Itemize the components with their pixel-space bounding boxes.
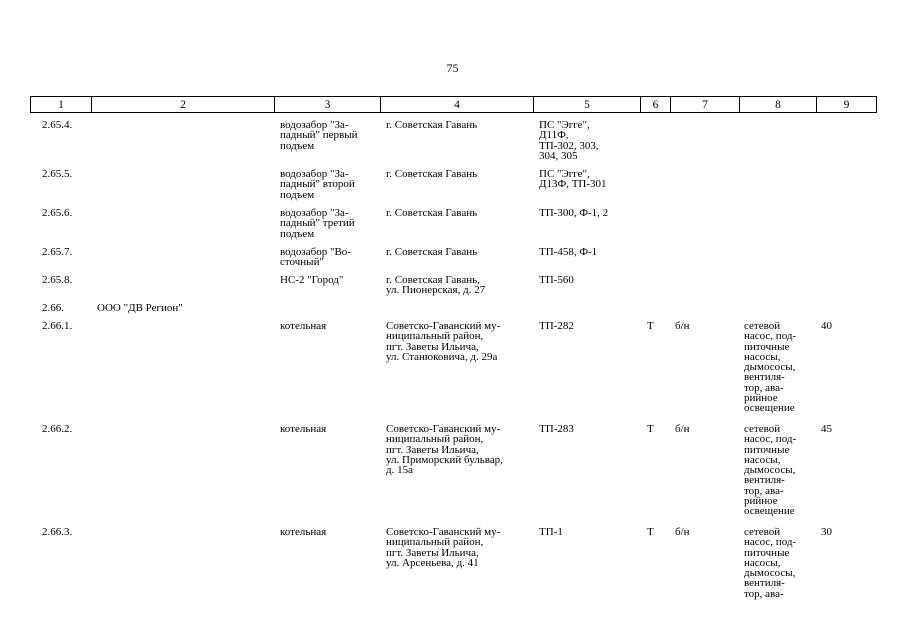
row-number: 2.65.6. xyxy=(42,207,73,219)
substation: ТП-300, Ф-1, 2 xyxy=(539,207,609,219)
substation: ТП-1 xyxy=(539,526,563,538)
equipment: сетевой насос, под- питочные насосы, дымососы, вентиля- тор, ава- рийное освещение xyxy=(744,320,797,415)
row-number: 2.66.2. xyxy=(42,423,73,435)
organization: ООО "ДВ Регион" xyxy=(97,302,183,314)
object-name: НС-2 "Город" xyxy=(280,274,344,286)
header-col-2: 2 xyxy=(92,97,275,113)
object-name: котельная xyxy=(280,423,327,435)
address: г. Советская Гавань xyxy=(386,207,478,219)
address: г. Советская Гавань xyxy=(386,119,478,131)
address: г. Советская Гавань xyxy=(386,168,478,180)
power-value: 30 xyxy=(821,526,832,538)
row-number: 2.65.5. xyxy=(42,168,73,180)
column-number-header xyxy=(30,96,877,113)
header-col-1: 1 xyxy=(31,97,92,113)
equipment: сетевой насос, под- питочные насосы, дымососы, вентиля- тор, ава- xyxy=(744,526,797,600)
feeder: б/н xyxy=(675,423,690,435)
feeder: б/н xyxy=(675,320,690,332)
address: Советско-Гаванский му- ниципальный район, пгт. Заветы Ильича, ул. Станюковича, д. 29а xyxy=(386,320,501,363)
address: Советско-Гаванский му- ниципальный район, пгт. Заветы Ильича, ул. Приморский бульвар, д. 15а xyxy=(386,423,503,477)
category: Т xyxy=(647,423,654,435)
row-number: 2.66. xyxy=(42,302,64,314)
power-value: 45 xyxy=(821,423,832,435)
header-col-7: 7 xyxy=(671,97,740,113)
object-name: водозабор "За- падный" третий подъем xyxy=(280,207,355,240)
object-name: водозабор "Во- сточный" xyxy=(280,246,351,269)
substation: ПС "Эгге", Д11Ф, ТП-302, 303, 304, 305 xyxy=(539,119,599,162)
substation: ТП-458, Ф-1 xyxy=(539,246,598,258)
header-col-4: 4 xyxy=(381,97,534,113)
object-name: водозабор "За- падный" второй подъем xyxy=(280,168,355,201)
header-col-6: 6 xyxy=(641,97,671,113)
equipment: сетевой насос, под- питочные насосы, дымососы, вентиля- тор, ава- рийное освещение xyxy=(744,423,797,518)
object-name: котельная xyxy=(280,526,327,538)
feeder: б/н xyxy=(675,526,690,538)
address: Советско-Гаванский му- ниципальный район, пгт. Заветы Ильича, ул. Арсеньева, д. 41 xyxy=(386,526,501,569)
substation: ТП-282 xyxy=(539,320,574,332)
substation: ТП-283 xyxy=(539,423,574,435)
row-number: 2.66.1. xyxy=(42,320,73,332)
header-col-3: 3 xyxy=(275,97,381,113)
header-col-8: 8 xyxy=(740,97,817,113)
address: г. Советская Гавань, ул. Пионерская, д. 27 xyxy=(386,274,486,297)
address: г. Советская Гавань xyxy=(386,246,478,258)
category: Т xyxy=(647,320,654,332)
category: Т xyxy=(647,526,654,538)
header-col-5: 5 xyxy=(534,97,641,113)
object-name: котельная xyxy=(280,320,327,332)
page-number: 75 xyxy=(446,61,459,75)
row-number: 2.66.3. xyxy=(42,526,73,538)
power-value: 40 xyxy=(821,320,832,332)
row-number: 2.65.4. xyxy=(42,119,73,131)
substation: ПС "Эгге", Д13Ф, ТП-301 xyxy=(539,168,607,191)
object-name: водозабор "За- падный" первый подъем xyxy=(280,119,358,152)
row-number: 2.65.7. xyxy=(42,246,73,258)
header-col-9: 9 xyxy=(817,97,877,113)
row-number: 2.65.8. xyxy=(42,274,73,286)
substation: ТП-560 xyxy=(539,274,574,286)
